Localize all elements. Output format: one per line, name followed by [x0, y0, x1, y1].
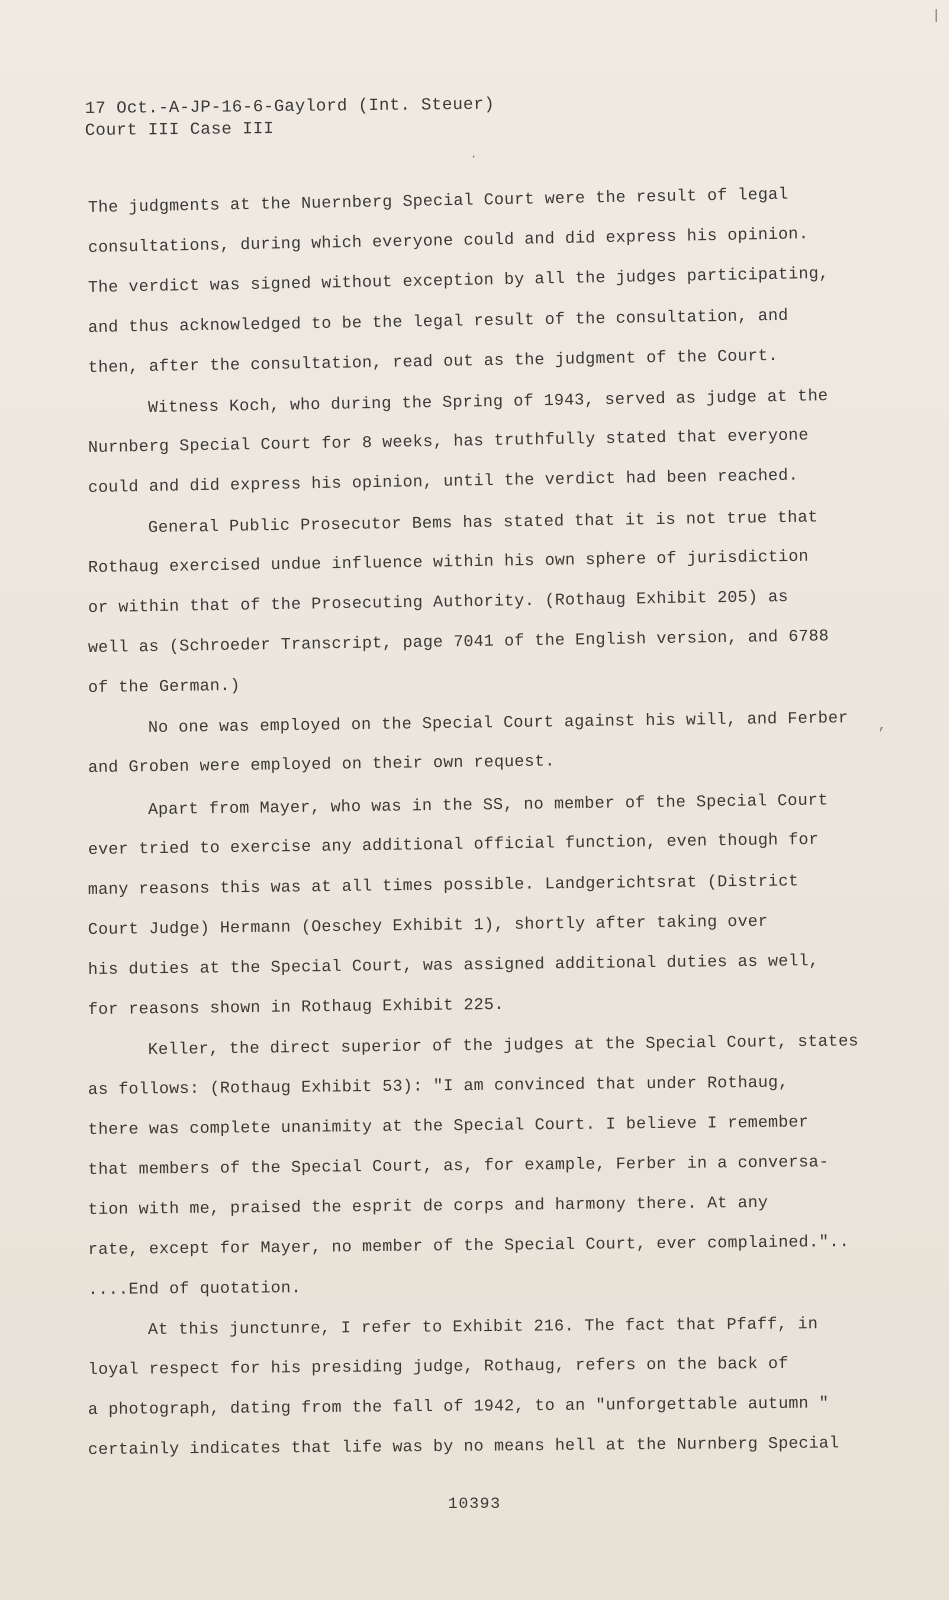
body-line: then, after the consultation, read out as the judgment of the Court.	[87, 345, 779, 377]
stray-mark-icon: ·	[470, 150, 478, 164]
body-line: Witness Koch, who during the Spring of 1943, served as judge at the	[147, 386, 829, 417]
body-line: Court Judge) Hermann (Oeschey Exhibit 1), shortly after taking over	[87, 911, 769, 939]
body-line: Rothaug exercised undue influence within his own sphere of jurisdiction	[87, 546, 809, 577]
body-line: consultations, during which everyone could and did express his opinion.	[87, 224, 809, 257]
page-number: 10393	[447, 1495, 501, 1513]
body-line: tion with me, praised the esprit de corps and harmony there. At any	[87, 1192, 769, 1219]
body-line: The verdict was signed without exception by all the judges participating,	[87, 263, 830, 297]
header-court-line: Court III Case III	[84, 120, 275, 141]
body-line: and Groben were employed on their own request.	[87, 751, 556, 777]
body-line: there was complete unanimity at the Special Court. I believe I remember	[87, 1112, 809, 1139]
body-line: could and did express his opinion, until the verdict had been reached.	[87, 465, 799, 497]
body-line: many reasons this was at all times possible. Landgerichtsrat (District	[87, 871, 799, 899]
body-line: The judgments at the Nuernberg Special Court were the result of legal	[87, 184, 789, 217]
body-line: of the German.)	[87, 675, 241, 697]
body-line: At this junctunre, I refer to Exhibit 216. The fact that Pfaff, in	[147, 1314, 819, 1339]
body-line: Nurnberg Special Court for 8 weeks, has truthfully stated that everyone	[87, 425, 809, 457]
body-line: General Public Prosecutor Bems has stated that it is not true that	[147, 507, 819, 537]
body-line: his duties at the Special Court, was assigned additional duties as well,	[87, 951, 819, 979]
body-line: for reasons shown in Rothaug Exhibit 225.	[87, 994, 505, 1019]
header-reference-line: 17 Oct.-A-JP-16-6-Gaylord (Int. Steuer)	[84, 95, 495, 119]
body-line: loyal respect for his presiding judge, Rothaug, refers on the back of	[87, 1353, 789, 1379]
body-line: ever tried to exercise any additional official function, even though for	[87, 829, 819, 859]
margin-tick-icon: ,	[878, 718, 887, 734]
body-line: No one was employed on the Special Court against his will, and Ferber	[147, 708, 849, 737]
body-line: certainly indicates that life was by no means hell at the Nurnberg Special	[87, 1433, 840, 1459]
body-line: and thus acknowledged to be the legal result of the consultation, and	[87, 305, 789, 337]
body-line: Apart from Mayer, who was in the SS, no member of the Special Court	[147, 790, 829, 819]
body-line: as follows: (Rothaug Exhibit 53): "I am convinced that under Rothaug,	[87, 1072, 789, 1099]
body-line: well as (Schroeder Transcript, page 7041 of the English version, and 6788	[87, 626, 830, 657]
body-line: rate, except for Mayer, no member of the Special Court, ever complained."..	[87, 1232, 850, 1259]
body-line: a photograph, dating from the fall of 1942, to an "unforgettable autumn "	[87, 1393, 830, 1419]
body-line: Keller, the direct superior of the judges at the Special Court, states	[147, 1031, 859, 1059]
body-line: that members of the Special Court, as, for example, Ferber in a conversa-	[87, 1152, 830, 1179]
body-line: or within that of the Prosecuting Authority. (Rothaug Exhibit 205) as	[87, 586, 789, 617]
body-line: ....End of quotation.	[87, 1278, 302, 1299]
edge-mark-icon: |	[932, 8, 941, 24]
